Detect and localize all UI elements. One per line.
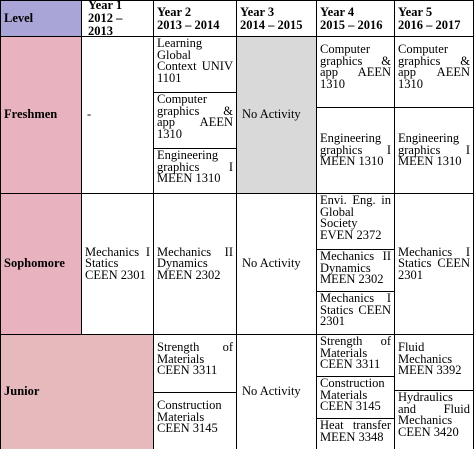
cell-text: No Activity	[242, 107, 301, 122]
junior-year-2-course-1	[153, 334, 237, 393]
header-year-2	[153, 0, 237, 37]
course-text: Envi. Eng. in Global Society EVEN 2372	[320, 193, 391, 242]
freshmen-year-3	[236, 36, 317, 194]
freshmen-year-4-course-2	[316, 107, 395, 194]
header-year-4	[316, 0, 395, 37]
course-text: Mechanics I Statics CEEN 2301	[320, 291, 391, 329]
level-sophomore	[0, 193, 82, 335]
header-year-range: 2015 – 2016	[320, 17, 383, 32]
sophomore-year-3	[236, 193, 317, 335]
level-label: Junior	[4, 384, 40, 399]
header-year-range: 2016 – 2017	[398, 17, 461, 32]
freshmen-year-2-course-2	[153, 92, 237, 149]
sophomore-year-4-course-1	[316, 193, 395, 250]
cell-text: No Activity	[242, 384, 301, 399]
course-text: Mechanics I Statics CEEN 2301	[398, 244, 470, 282]
freshmen-year-5-course-2	[394, 107, 474, 194]
course-text: Engineering graphics I MEEN 1310	[320, 131, 391, 169]
header-level-label: Level	[4, 11, 34, 25]
junior-year-2-course-2	[153, 392, 237, 449]
sophomore-year-5	[394, 193, 474, 335]
course-text: Mechanics II Dynamics MEEN 2302	[320, 249, 391, 287]
sophomore-year-4-course-2	[316, 249, 395, 292]
header-year-range: 2012 – 2013	[88, 11, 123, 37]
course-text: Heat transfer MEEN 3348	[320, 418, 391, 444]
freshmen-year-2-course-1	[153, 36, 237, 93]
course-text: Fluid Mechanics MEEN 3392	[398, 340, 462, 378]
course-text: Mechanics I Statics CEEN 2301	[85, 244, 150, 282]
level-junior	[0, 334, 154, 449]
course-text: Strength of Materials CEEN 3311	[157, 340, 233, 378]
header-year-title: Year 3	[240, 4, 275, 19]
header-year-title: Year 5	[398, 4, 433, 19]
course-text: Strength of Materials CEEN 3311	[320, 334, 391, 372]
junior-year-4-course-2	[316, 376, 395, 419]
course-text: Computer graphics & app AEEN 1310	[320, 42, 391, 91]
freshmen-year-2-course-3	[153, 148, 237, 194]
course-text: Engineering graphics I MEEN 1310	[398, 131, 470, 169]
course-text: Computer graphics & app AEEN 1310	[157, 92, 233, 141]
junior-year-5-course-2	[394, 390, 474, 449]
course-text: Construction Materials CEEN 3145	[157, 398, 222, 436]
level-freshmen	[0, 36, 82, 194]
header-year-3	[236, 0, 317, 37]
freshmen-year-4-course-1	[316, 36, 395, 108]
header-level	[0, 0, 82, 37]
course-text: Engineering graphics I MEEN 1310	[157, 148, 233, 186]
sophomore-year-4-course-3	[316, 291, 395, 335]
header-year-title: Year 1	[88, 0, 123, 12]
header-year-range: 2013 – 2014	[157, 17, 220, 32]
header-year-5	[394, 0, 474, 37]
junior-year-4-course-1	[316, 334, 395, 377]
cell-text: -	[87, 107, 92, 122]
course-text: Computer graphics & app AEEN 1310	[398, 42, 470, 91]
freshmen-year-1	[81, 36, 154, 194]
course-text: Mechanics II Dynamics MEEN 2302	[157, 244, 233, 282]
header-year-title: Year 2	[157, 4, 192, 19]
cell-text: No Activity	[242, 256, 301, 271]
course-text: Hydraulics and Fluid Mechanics CEEN 3420	[398, 390, 470, 439]
course-text: Learning Global Context UNIV 1101	[157, 36, 233, 85]
junior-year-3	[236, 334, 317, 449]
junior-year-4-course-3	[316, 418, 395, 449]
header-year-1	[81, 0, 154, 37]
header-year-range: 2014 – 2015	[240, 17, 303, 32]
sophomore-year-1	[81, 193, 154, 335]
course-text: Construction Materials CEEN 3145	[320, 376, 385, 414]
sophomore-year-2	[153, 193, 237, 335]
freshmen-year-5-course-1	[394, 36, 474, 108]
level-label: Freshmen	[4, 107, 58, 122]
junior-year-5-course-1	[394, 334, 474, 391]
header-year-title: Year 4	[320, 4, 355, 19]
level-label: Sophomore	[4, 256, 65, 271]
